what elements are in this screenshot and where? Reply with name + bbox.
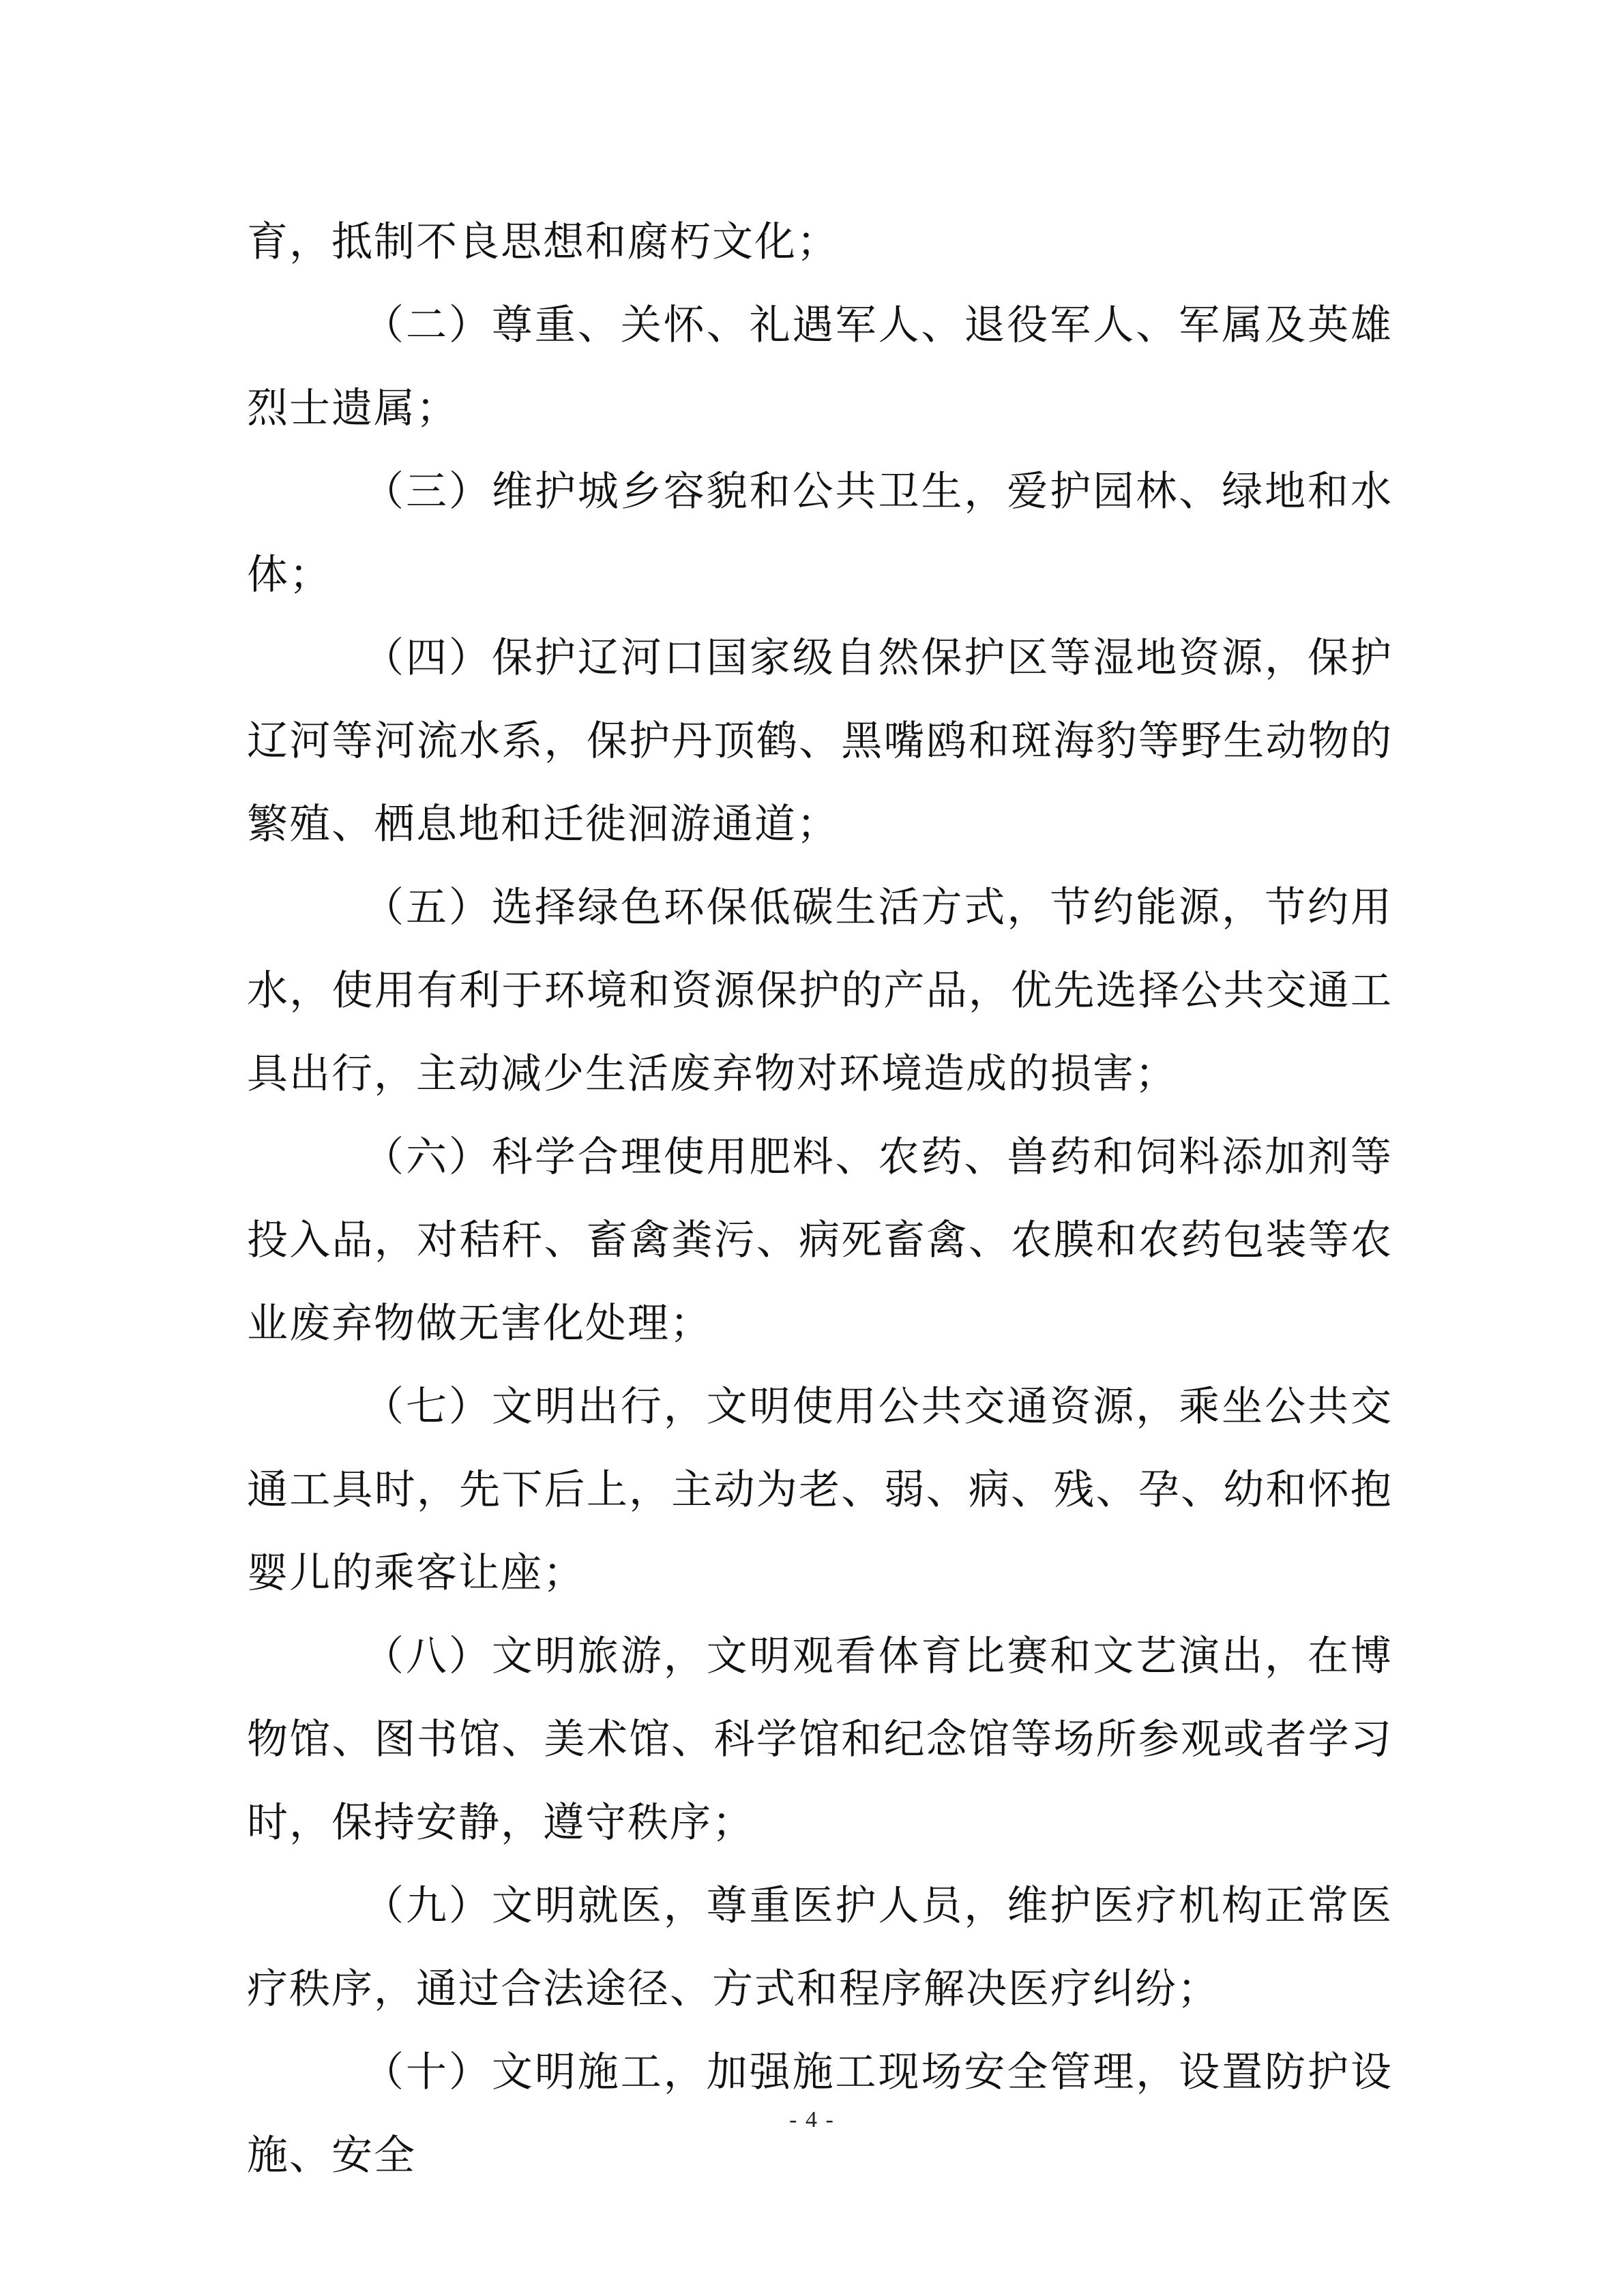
paragraph-item-5: （五）选择绿色环保低碳生活方式，节约能源，节约用水，使用有利于环境和资源保护的产品，优先选择公共交通工具出行，主动减少生活废弃物对环境造成的损害； (247, 884, 1393, 1098)
paragraph-item-2: （二）尊重、关怀、礼遇军人、退役军人、军属及英雄烈士遗属； (247, 301, 1393, 432)
paragraph-item-6: （六）科学合理使用肥料、农药、兽药和饲料添加剂等投入品，对秸秆、畜禽粪污、病死畜禽、农膜和农药包装等农业废弃物做无害化处理； (247, 1133, 1393, 1347)
page-number: - 4 - (789, 2107, 835, 2132)
paragraph-item-8: （八）文明旅游，文明观看体育比赛和文艺演出，在博物馆、图书馆、美术馆、科学馆和纪念馆等场所参观或者学习时，保持安静，遵守秩序； (247, 1632, 1393, 1847)
paragraph-item-9: （九）文明就医，尊重医护人员，维护医疗机构正常医疗秩序，通过合法途径、方式和程序解决医疗纠纷； (247, 1882, 1393, 2013)
paragraph-item-3: （三）维护城乡容貌和公共卫生，爱护园林、绿地和水体； (247, 468, 1393, 599)
paragraph-item-4: （四）保护辽河口国家级自然保护区等湿地资源，保护辽河等河流水系，保护丹顶鹤、黑嘴鸥和斑海豹等野生动物的繁殖、栖息地和迁徙洄游通道； (247, 634, 1393, 848)
paragraph-item-10: （十）文明施工，加强施工现场安全管理，设置防护设施、安全 (247, 2048, 1393, 2179)
body-text (247, 200, 1393, 2197)
paragraph-item-7: （七）文明出行，文明使用公共交通资源，乘坐公共交通工具时，先下后上，主动为老、弱、病、残、孕、幼和怀抱婴儿的乘客让座； (247, 1383, 1393, 1597)
paragraph-continuation: 育，抵制不良思想和腐朽文化； (247, 218, 839, 266)
